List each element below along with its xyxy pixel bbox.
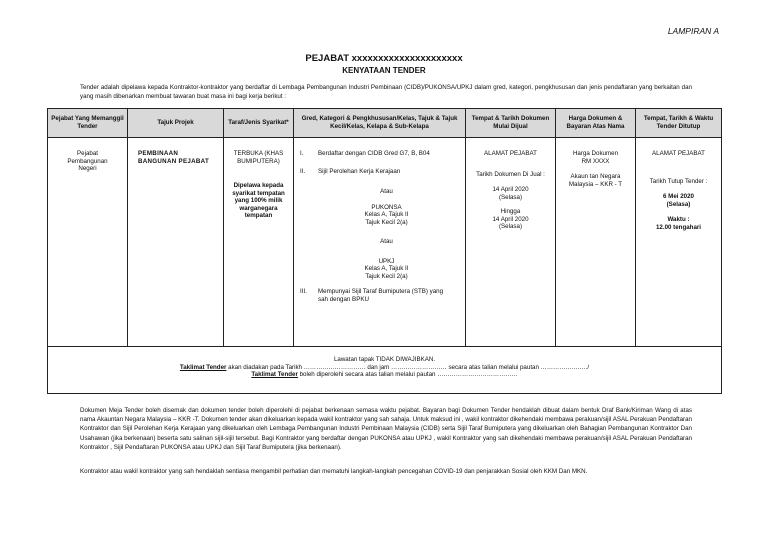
requirement-item	[294, 288, 465, 303]
requirement-number: II.	[300, 167, 306, 175]
table-row	[48, 138, 722, 347]
price-label: Harga Dokumen	[572, 150, 619, 157]
requirement-text: Berdaftar dengan CIDB Gred G7, B, B04	[318, 150, 430, 157]
project-title: PEMBINAAN BANGUNAN PEJABAT	[138, 150, 210, 165]
header-cell: Tajuk Projek	[128, 109, 224, 138]
upkj-class: Kelas A, Tajuk II	[364, 265, 409, 272]
requirement-item	[294, 150, 465, 158]
or-label: Atau	[380, 238, 393, 245]
project-cell	[128, 138, 224, 347]
closing-address: ALAMAT PEJABAT	[652, 150, 705, 157]
tender-table	[47, 108, 722, 394]
sale-start-day: (Selasa)	[498, 193, 523, 201]
header-cell: Pejabat Yang Memanggil Tender	[48, 109, 128, 138]
pukonsa-subtitle: Tajuk Kecil 2(a)	[365, 218, 408, 226]
office-name: Pejabat Pembangunan Negeri	[67, 150, 108, 172]
closing-cell	[636, 138, 722, 347]
company-type-cell	[224, 138, 294, 347]
briefing-cell	[48, 347, 722, 394]
requirement-text: Sijil Perolehan Kerja Kerajaan	[318, 167, 401, 175]
grade-cell	[294, 138, 466, 347]
pukonsa-class: Kelas A, Tajuk II	[364, 211, 409, 218]
briefing-text: akan diadakan pada Tarikh ………………………… dan jam ……………………… secara atas talian melalui pautan ………………..…/	[226, 363, 590, 371]
until-label: Hingga	[500, 208, 521, 215]
upkj-label: UPKJ	[378, 257, 395, 265]
or-label: Atau	[380, 188, 393, 195]
upkj-subtitle: Tajuk Kecil 2(a)	[365, 272, 408, 280]
closing-date: 6 Mei 2020	[663, 193, 694, 200]
closing-time: 12.00 tengahari	[655, 223, 702, 231]
payee: Akaun tan Negara Malaysia – KKR - T	[568, 173, 623, 188]
pukonsa-label: PUKONSA	[371, 203, 402, 211]
briefing-label: Taklimat Tender	[251, 371, 298, 378]
covid-notice: Kontraktor atau wakil kontraktor yang sah hendaklah sentiasa mengambil perhatian dan mematuhi langkah-langkah pencegahan COVID-19 dan penjarakkan Sosial oleh KKM Dan MKN.	[80, 468, 588, 475]
sale-cell	[466, 138, 556, 347]
briefing-text: boleh diperolehi secara atas talian melalui pautan …………………………………	[297, 371, 518, 378]
closing-date-label: Tarikh Tutup Tender :	[649, 177, 708, 185]
requirement-number: I.	[300, 150, 304, 157]
price-cell	[556, 138, 636, 347]
sale-date-label: Tarikh Dokumen Di Jual :	[476, 170, 545, 178]
table-header-row	[48, 109, 722, 138]
header-cell: Taraf/Jenis Syarikat*	[224, 109, 294, 138]
sale-address: ALAMAT PEJABAT	[484, 150, 537, 157]
table-footer-row	[48, 347, 722, 394]
office-heading: PEJABAT xxxxxxxxxxxxxxxxxxxxx	[305, 53, 463, 64]
requirement-item	[294, 168, 465, 176]
closing-time-label: Waktu :	[667, 216, 690, 223]
briefing-line-2	[48, 371, 721, 379]
sale-start-date: 14 April 2020	[492, 186, 529, 193]
document-notes: Dokumen Meja Tender boleh disemak dan dokumen tender boleh diperolehi di pejabat berkenaan semasa waktu pejabat. Bayaran bagi Dokumen Tender hendaklah dibuat dalam bentuk Draf Bank/Kiriman Wang di atas nama Akauntan Negara Malaysia – KKR -T. Dokumen tender akan dikeluarkan kepada wakil kontraktor yang sah sahaja. Untuk maksud ini , wakil kontraktor dikehendaki membawa perakuan/sijil ASAL Perakuan Pendaftaran Kontraktor dan Sijil Perolehan Kerja Kerajaan yang dikeluarkan oleh Lembaga Pembangunan Industri Pembinaan Malaysia (CIDB) serta Sijil Taraf Bumiputera yang dikeluarkan oleh Bahagian Pembangunan Kontraktor Dan Usahawan (jika berkenaan) beserta satu salinan sijil-sijil tersebut. Bagi Kontraktor yang berdaftar dengan PUKONSA atau UPKJ , wakil Kontraktor yang sah dikehendaki membawa perakuan/sijil ASAL Perakuan Pendaftaran Kontraktor , Sijil Pendaftaran PUKONSA atau UPKJ dan Sijil Taraf Bumiputera (jika berkenaan).	[80, 407, 692, 451]
site-visit-note: Lawatan tapak TIDAK DIWAJIBKAN.	[333, 356, 436, 363]
header-cell: Tempat & Tarikh Dokumen Mulai Dijual	[466, 109, 556, 138]
requirement-number: III.	[300, 288, 307, 295]
header-cell: Gred, Kategori & Pengkhususan/Kelas, Tajuk & Tajuk Kecil/Kelas, Kelapa & Sub-Kelapa	[294, 109, 466, 138]
requirement-text: Mempunyai Sijil Taraf Bumiputera (STB) yang sah dengan BPKU	[318, 288, 444, 303]
header-cell: Harga Dokumen & Bayaran Atas Nama	[556, 109, 636, 138]
sale-end-date: 14 April 2020	[492, 215, 529, 223]
company-eligibility: Dipelawa kepada syarikat tempatan yang 100% milik warganegara tempatan	[232, 182, 285, 219]
sale-end-day: (Selasa)	[498, 223, 523, 230]
intro-paragraph: Tender adalah dipelawa kepada Kontraktor-kontraktor yang berdaftar di Lembaga Pembangunan Industri Pembinaan (CIDB)/PUKONSA/UPKJ dalam gred, kategori, pengkhususan dan jenis pendaftaran yang berkaitan dan yang masih dibenarkan membuat tawaran buat masa ini bagi kerja berikut :	[80, 84, 692, 100]
briefing-label: Taklimat Tender	[179, 363, 227, 371]
office-cell	[48, 138, 128, 347]
briefing-line-1	[48, 364, 721, 372]
header-cell: Tempat, Tarikh & Waktu Tender Ditutup	[636, 109, 722, 138]
price-value: RM XXXX	[581, 157, 610, 165]
closing-day: (Selasa)	[666, 200, 691, 208]
appendix-label: LAMPIRAN A	[667, 26, 719, 36]
notice-title: KENYATAAN TENDER	[342, 66, 426, 75]
company-type: TERBUKA (KHAS BUMIPUTERA)	[233, 150, 284, 165]
